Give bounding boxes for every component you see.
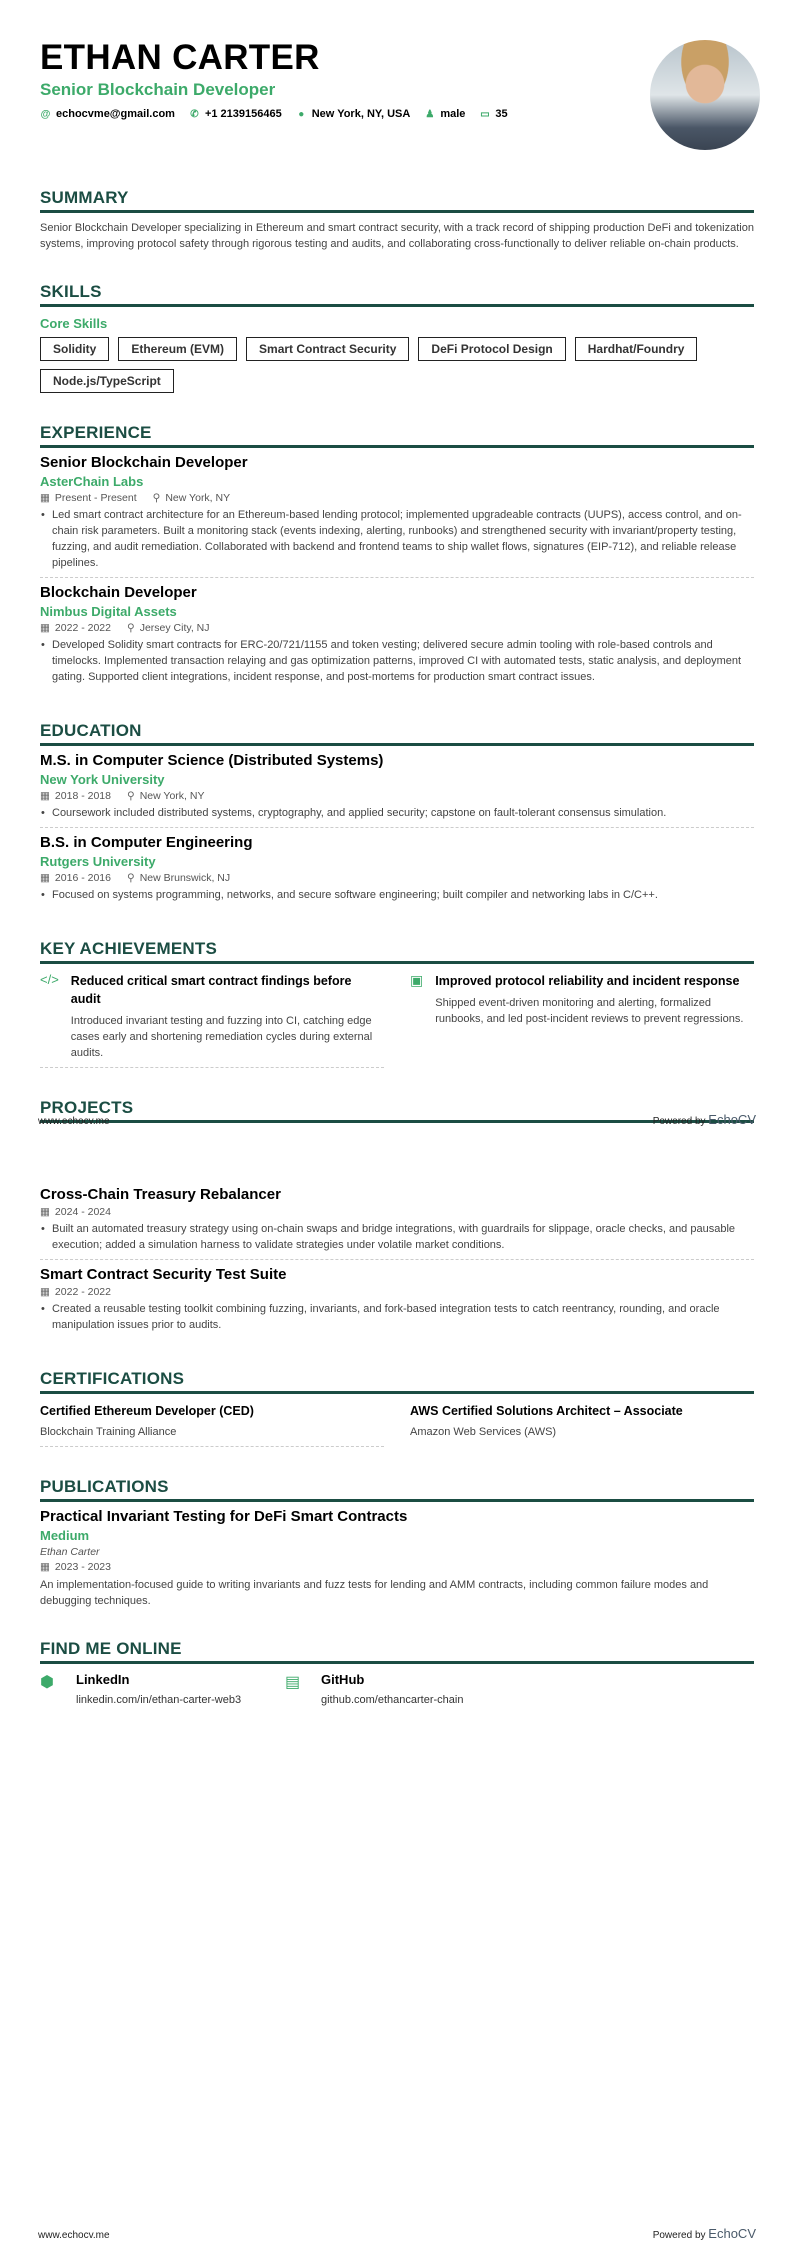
author: Ethan Carter bbox=[40, 1546, 100, 1558]
skill-chip: DeFi Protocol Design bbox=[418, 337, 565, 361]
certification-item bbox=[410, 1404, 754, 1447]
cert-name: AWS Certified Solutions Architect – Associate bbox=[410, 1404, 683, 1418]
gender: male bbox=[440, 108, 466, 120]
achievement-desc: Introduced invariant testing and fuzzing into CI, catching edge cases early and shortening remediation cycles during external audits. bbox=[70, 1015, 373, 1059]
experience-entry bbox=[40, 448, 754, 578]
calendar-icon: ▭ bbox=[480, 108, 490, 120]
archive-icon: ▤ bbox=[285, 1674, 301, 1691]
section-heading: PUBLICATIONS bbox=[40, 1477, 754, 1502]
cert-issuer: Blockchain Training Alliance bbox=[40, 1426, 177, 1438]
cert-name: Certified Ethereum Developer (CED) bbox=[40, 1404, 254, 1418]
dates: 2022 - 2022 bbox=[54, 1286, 111, 1298]
project-entry bbox=[40, 1180, 754, 1260]
education-entry bbox=[40, 746, 754, 828]
achievement-item bbox=[40, 964, 384, 1068]
skill-chip: Node.js/TypeScript bbox=[40, 369, 174, 393]
linkedin-link[interactable]: linkedin.com/in/ethan-carter-web3 bbox=[76, 1694, 242, 1706]
project-title: Smart Contract Security Test Suite bbox=[40, 1266, 287, 1283]
company: Nimbus Digital Assets bbox=[40, 604, 177, 619]
bullet: • Created a reusable testing toolkit combining fuzzing, invariants, and fork-based integration tests to catch reentrancy, rounding, and oracle manipulation issues prior to audits. bbox=[40, 1301, 754, 1333]
powered-by-label: Powered by bbox=[652, 1116, 706, 1127]
certification-item bbox=[40, 1404, 384, 1447]
bullet: • Focused on systems programming, networks, and secure software engineering; built compiler and networking labs in C/C++. bbox=[40, 887, 754, 903]
phone-icon: ✆ bbox=[190, 108, 199, 120]
calendar-icon: ▦ bbox=[40, 1286, 50, 1298]
publication-entry bbox=[40, 1502, 754, 1615]
achievement-title: Reduced critical smart contract findings before audit bbox=[70, 974, 352, 1006]
section-heading: PROJECTS bbox=[40, 1098, 754, 1123]
online-item-linkedin bbox=[40, 1672, 255, 1706]
dates: 2022 - 2022 bbox=[54, 622, 111, 634]
calendar-chart-icon: ▣ bbox=[410, 972, 424, 988]
location-pin-icon: ⚲ bbox=[126, 872, 135, 884]
candidate-name: ETHAN CARTER bbox=[40, 38, 320, 77]
job-title: Senior Blockchain Developer bbox=[40, 454, 248, 471]
page-2 bbox=[40, 1180, 754, 1706]
certifications-section bbox=[40, 1369, 754, 1447]
location: New York, NY, USA bbox=[311, 108, 411, 120]
dates: Present - Present bbox=[54, 492, 137, 504]
skill-chip: Hardhat/Foundry bbox=[575, 337, 698, 361]
footer-site-link[interactable]: www.echocv.me bbox=[38, 2230, 110, 2241]
bullet: • Developed Solidity smart contracts for ERC-20/721/1155 and token vesting; delivered secure admin tooling with role-based controls and timelocks. Implemented transaction relaying and gas optimization patterns, improved CI with automated tests, static analysis, and deployment gating. Supported client integrations, incident response, and post-mortems for production smart contract issues. bbox=[40, 637, 754, 685]
location: New York, NY bbox=[139, 790, 205, 802]
location: New York, NY bbox=[165, 492, 231, 504]
person-icon: ♟ bbox=[425, 108, 435, 120]
degree: B.S. in Computer Engineering bbox=[40, 834, 253, 851]
section-heading: EXPERIENCE bbox=[40, 423, 754, 448]
dates: 2018 - 2018 bbox=[54, 790, 111, 802]
location-pin-icon: ● bbox=[298, 108, 305, 120]
phone[interactable]: +1 2139156465 bbox=[204, 108, 282, 120]
summary-section bbox=[40, 188, 754, 252]
page-1 bbox=[40, 38, 754, 1123]
bullet: • Coursework included distributed systems, cryptography, and applied security; capstone on fault-tolerant consensus simulation. bbox=[40, 805, 754, 821]
achievements-section bbox=[40, 939, 754, 1068]
summary-text: Senior Blockchain Developer specializing in Ethereum and smart contract security, with a track record of shipping production DeFi and tokenization systems, improving protocol safety through rigorous testing and audits, and collaborating cross-functionally to deliver reliable on-chain products. bbox=[40, 222, 754, 250]
skill-group-title: Core Skills bbox=[40, 316, 108, 331]
calendar-icon: ▦ bbox=[40, 622, 50, 634]
achievement-title: Improved protocol reliability and incident response bbox=[435, 974, 740, 988]
publication-title: Practical Invariant Testing for DeFi Smart Contracts bbox=[40, 1508, 408, 1525]
location: New Brunswick, NJ bbox=[139, 872, 231, 884]
code-icon: </> bbox=[40, 972, 59, 987]
degree: M.S. in Computer Science (Distributed Systems) bbox=[40, 752, 384, 769]
experience-entry bbox=[40, 578, 754, 691]
section-heading: SUMMARY bbox=[40, 188, 754, 213]
bullet: • Led smart contract architecture for an Ethereum-based lending protocol; implemented upgradeable contracts (UUPS), access control, and on-chain risk parameters. Built a monitoring stack (events indexing, alerting, runbooks) and strengthened security with invariant/property testing, fuzzing, and audit remediation. Collaborated with backend and frontend teams to ship wallet flows, signatures (EIP-712), and reliable release pipelines. bbox=[40, 507, 754, 571]
location-pin-icon: ⚲ bbox=[152, 492, 161, 504]
experience-section bbox=[40, 423, 754, 691]
brand-logo[interactable]: EchoCV bbox=[708, 2226, 756, 2241]
section-heading: KEY ACHIEVEMENTS bbox=[40, 939, 754, 964]
bullet: • Built an automated treasury strategy using on-chain swaps and bridge integrations, with guardrails for slippage, oracle checks, and pausable execution; added a simulation harness to validate strategies under volatile market conditions. bbox=[40, 1221, 754, 1253]
email[interactable]: echocvme@gmail.com bbox=[56, 108, 175, 120]
cube-icon: ⬢ bbox=[40, 1674, 54, 1691]
calendar-icon: ▦ bbox=[40, 492, 50, 504]
dates: 2024 - 2024 bbox=[54, 1206, 111, 1218]
dates: 2016 - 2016 bbox=[54, 872, 111, 884]
location-pin-icon: ⚲ bbox=[126, 790, 135, 802]
achievement-desc: Shipped event-driven monitoring and alerting, formalized runbooks, and led post-incident reviews to prevent regressions. bbox=[435, 997, 744, 1025]
calendar-icon: ▦ bbox=[40, 872, 50, 884]
education-entry bbox=[40, 828, 754, 909]
job-title: Blockchain Developer bbox=[40, 584, 197, 601]
age: 35 bbox=[495, 108, 508, 120]
online-label: GitHub bbox=[321, 1672, 365, 1687]
page-footer bbox=[38, 2226, 756, 2241]
cert-issuer: Amazon Web Services (AWS) bbox=[410, 1426, 557, 1438]
online-item-github bbox=[285, 1672, 500, 1706]
school: Rutgers University bbox=[40, 854, 156, 869]
section-heading: SKILLS bbox=[40, 282, 754, 307]
footer-site-link[interactable]: www.echocv.me bbox=[38, 1116, 110, 1127]
project-title: Cross-Chain Treasury Rebalancer bbox=[40, 1186, 281, 1203]
publication-desc: An implementation-focused guide to writing invariants and fuzz tests for lending and AMM contracts, including common failure modes and debugging techniques. bbox=[40, 1579, 709, 1607]
brand-logo[interactable]: EchoCV bbox=[708, 1112, 756, 1127]
contact-row bbox=[40, 108, 754, 120]
skill-chip: Smart Contract Security bbox=[246, 337, 409, 361]
online-section bbox=[40, 1639, 754, 1706]
candidate-title: Senior Blockchain Developer bbox=[40, 80, 276, 99]
page-footer bbox=[38, 1112, 756, 1127]
education-section bbox=[40, 721, 754, 909]
email-icon: @ bbox=[40, 108, 51, 120]
publisher: Medium bbox=[40, 1528, 90, 1543]
dates: 2023 - 2023 bbox=[54, 1561, 111, 1573]
skills-section bbox=[40, 282, 754, 393]
section-heading: EDUCATION bbox=[40, 721, 754, 746]
github-link[interactable]: github.com/ethancarter-chain bbox=[321, 1694, 464, 1706]
calendar-icon: ▦ bbox=[40, 1206, 50, 1218]
publications-section bbox=[40, 1477, 754, 1615]
school: New York University bbox=[40, 772, 165, 787]
section-heading: FIND ME ONLINE bbox=[40, 1639, 754, 1664]
calendar-icon: ▦ bbox=[40, 790, 50, 802]
location-pin-icon: ⚲ bbox=[126, 622, 135, 634]
company: AsterChain Labs bbox=[40, 474, 144, 489]
skill-chip: Ethereum (EVM) bbox=[118, 337, 237, 361]
project-entry bbox=[40, 1260, 754, 1339]
section-heading: CERTIFICATIONS bbox=[40, 1369, 754, 1394]
achievement-item bbox=[410, 964, 754, 1068]
powered-by-label: Powered by bbox=[652, 2230, 706, 2241]
calendar-icon: ▦ bbox=[40, 1561, 50, 1573]
online-label: LinkedIn bbox=[76, 1672, 130, 1687]
skill-chip: Solidity bbox=[40, 337, 109, 361]
location: Jersey City, NJ bbox=[139, 622, 210, 634]
